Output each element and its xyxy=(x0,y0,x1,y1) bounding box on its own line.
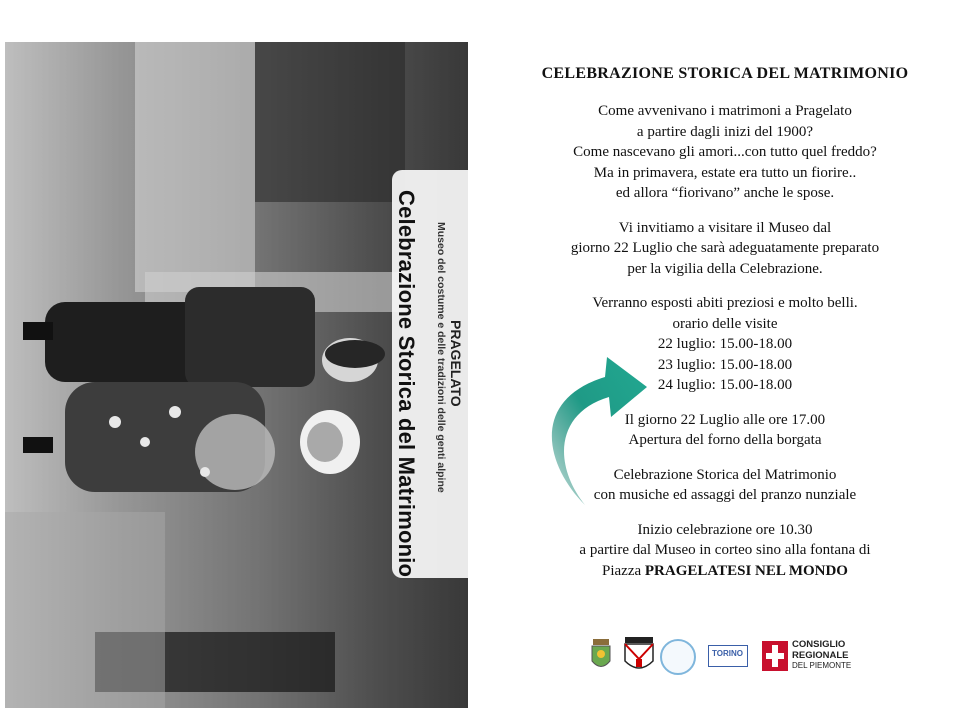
intro-line: Come nascevano gli amori...con tutto quel freddo? xyxy=(573,144,877,160)
torino-label: TORINO xyxy=(712,649,743,658)
intro-line: ed allora “fiorivano” anche le spose. xyxy=(615,185,835,201)
consiglio-text xyxy=(792,640,862,672)
pragelato-crest-icon xyxy=(623,637,655,675)
invite-paragraph xyxy=(495,218,955,280)
invitation-title: CELEBRAZIONE STORICA DEL MATRIMONIO xyxy=(541,65,909,82)
caption-event: Celebrazione Storica del Matrimonio xyxy=(394,190,419,578)
invite-line: per la vigilia della Celebrazione. xyxy=(627,260,823,277)
visits-line: orario delle visite xyxy=(672,315,778,332)
consiglio-line: CONSIGLIO xyxy=(792,639,846,650)
celebration-line: Celebrazione Storica del Matrimonio xyxy=(613,466,837,483)
invite-line: Vi invitiamo a visitare il Museo dal xyxy=(618,219,832,236)
invite-line: giorno 22 Luglio che sarà adeguatamente preparato xyxy=(570,240,880,256)
visits-line: Verranno esposti abiti preziosi e molto belli. xyxy=(592,295,858,311)
torino-metropoli-logo xyxy=(708,645,748,667)
visit-schedule-row: 22 luglio: 15.00-18.00 xyxy=(657,336,793,352)
association-seal-icon xyxy=(660,639,696,675)
intro-paragraph xyxy=(495,101,955,204)
visit-schedule-row: 24 luglio: 15.00-18.00 xyxy=(657,377,793,393)
start-paragraph xyxy=(495,520,955,582)
oven-line: Il giorno 22 Luglio alle ore 17.00 xyxy=(624,411,826,428)
intro-line: Come avvenivano i matrimoni a Pragelato xyxy=(598,103,852,119)
intro-line: Ma in primavera, estate era tutto un fiorire.. xyxy=(593,164,857,181)
visit-schedule-row: 23 luglio: 15.00-18.00 xyxy=(657,356,793,373)
invitation-text xyxy=(495,65,955,595)
caption-museum: Museo del costume e delle tradizioni delle genti alpine xyxy=(435,222,447,493)
celebration-line: con musiche ed assaggi del pranzo nunziale xyxy=(593,487,857,503)
consiglio-regionale-logo xyxy=(762,641,858,673)
piazza-name: PRAGELATESI NEL MONDO xyxy=(644,562,848,579)
oven-line: Apertura del forno della borgata xyxy=(628,432,822,448)
piazza-prefix: Piazza xyxy=(602,562,642,579)
piazza-line xyxy=(495,561,955,582)
consiglio-line: DEL PIEMONTE xyxy=(792,661,852,670)
start-line: a partire dal Museo in corteo sino alla fontana di xyxy=(579,542,871,558)
intro-line: a partire dagli inizi del 1900? xyxy=(636,123,814,140)
start-line: Inizio celebrazione ore 10.30 xyxy=(637,521,813,538)
curved-arrow-icon xyxy=(535,345,655,510)
comune-crest-icon xyxy=(590,639,612,673)
caption-town: PRAGELATO xyxy=(448,320,464,407)
piemonte-cross-icon xyxy=(762,641,788,671)
consiglio-line: REGIONALE xyxy=(792,649,849,661)
